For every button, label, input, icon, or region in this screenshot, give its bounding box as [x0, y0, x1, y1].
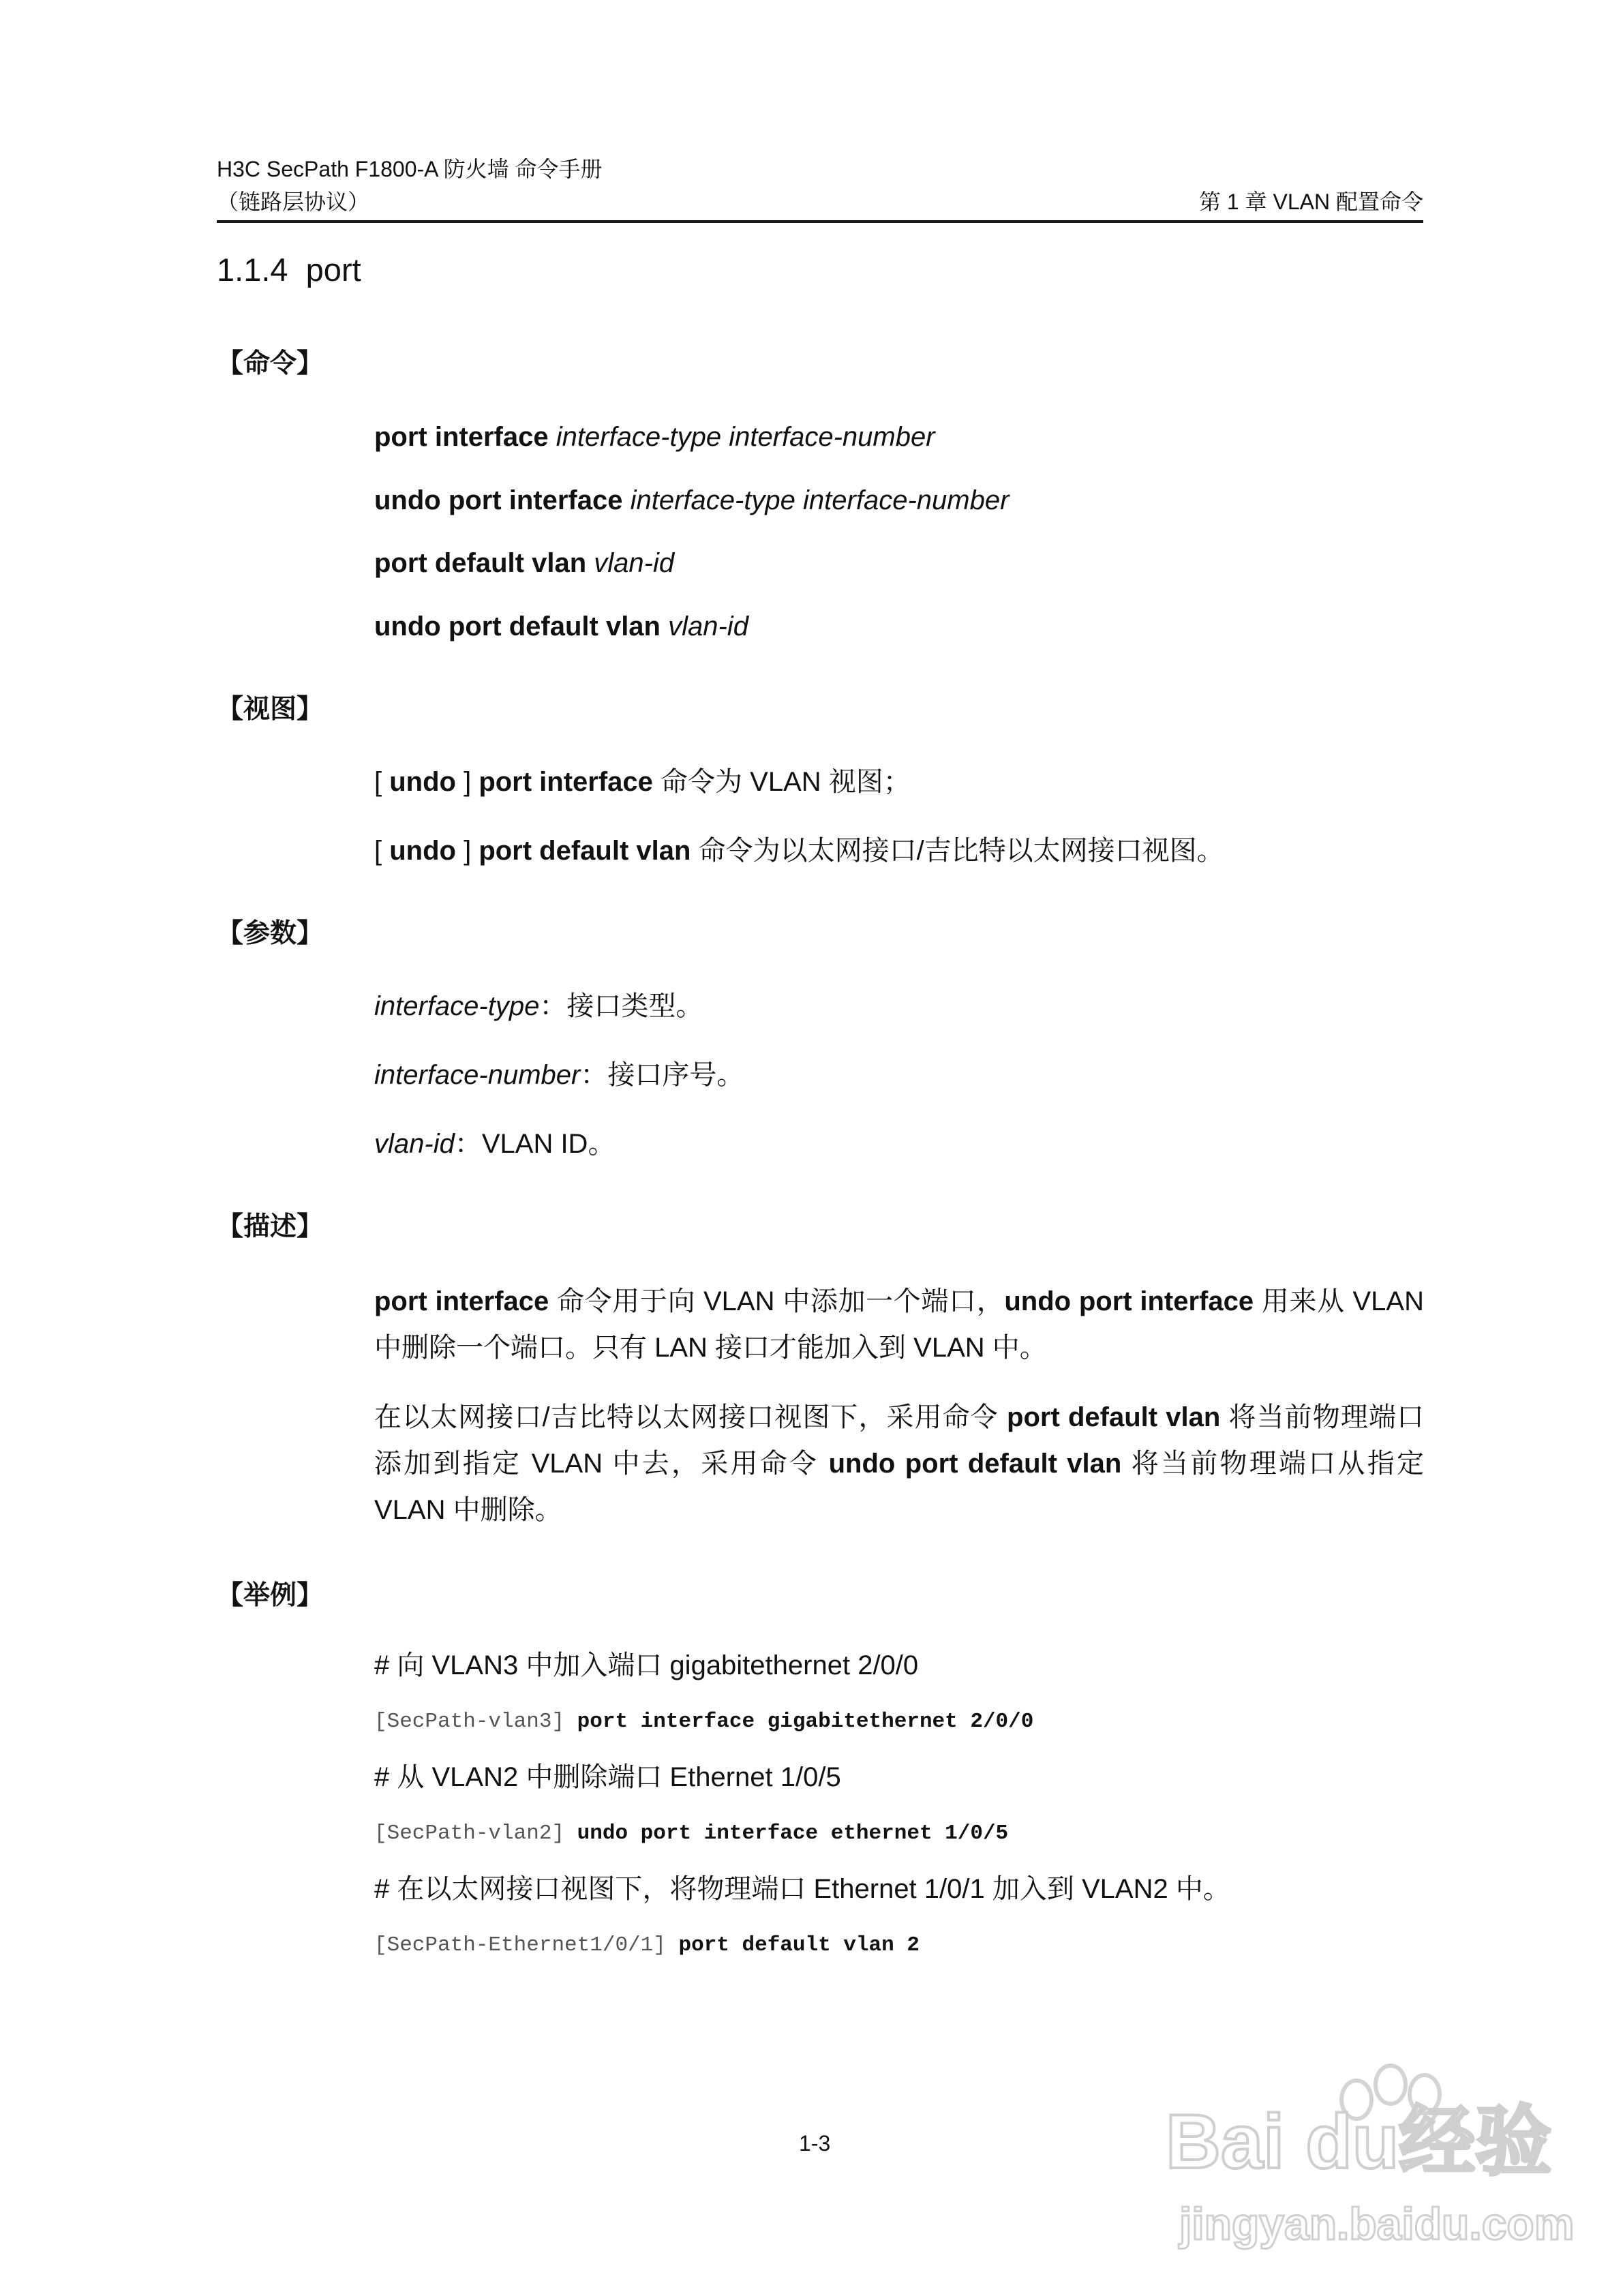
code-command: port interface gigabitethernet 2/0/0 [577, 1710, 1034, 1734]
example-code [374, 1820, 1008, 1847]
param-desc: ：接口序号。 [580, 1060, 744, 1090]
param-desc: ：VLAN ID。 [454, 1129, 616, 1159]
param-line [374, 1127, 615, 1161]
command-line [374, 420, 935, 454]
example-code [374, 1708, 1033, 1736]
command-args: interface-type interface-number [630, 485, 1010, 515]
example-code [374, 1932, 920, 1959]
code-command: undo port interface ethernet 1/0/5 [577, 1822, 1009, 1845]
watermark-brand: Bai du经验 [1166, 2099, 1552, 2184]
section-name: port [305, 252, 361, 288]
code-prompt: [SecPath-Ethernet1/0/1] [374, 1933, 666, 1957]
label-params: 【参数】 [217, 919, 324, 948]
param-name: interface-number [374, 1060, 581, 1090]
command-keyword: undo port default vlan [374, 611, 661, 641]
description-paragraph-1: port interface 命令用于向 VLAN 中添加一个端口，undo port interface 用来从 VLAN 中删除一个端口。只有 LAN 接口才能加入到 VLAN 中。 [374, 1286, 1424, 1363]
param-line [374, 989, 703, 1023]
view-line: [ undo ] port default vlan 命令为以太网接口/吉比特以太网接口视图。 [374, 836, 1224, 866]
command-args: interface-type interface-number [556, 422, 935, 452]
command-args: vlan-id [594, 548, 675, 578]
label-view: 【视图】 [217, 695, 324, 724]
param-desc: ：接口类型。 [539, 991, 703, 1021]
header-subtitle: （链路层协议） [217, 190, 370, 214]
command-line [374, 483, 1009, 517]
code-prompt: [SecPath-vlan2] [374, 1822, 565, 1845]
example-comment: # 向 VLAN3 中加入端口 gigabitethernet 2/0/0 [374, 1650, 919, 1680]
baidu-jingyan-watermark [1152, 2052, 1575, 2263]
code-command: port default vlan 2 [678, 1933, 920, 1957]
label-command: 【命令】 [217, 349, 324, 378]
code-prompt: [SecPath-vlan3] [374, 1710, 565, 1734]
param-line [374, 1058, 744, 1092]
command-args: vlan-id [668, 611, 748, 641]
description-paragraph-2: 在以太网接口/吉比特以太网接口视图下，采用命令 port default vlan 将当前物理端口添加到指定 VLAN 中去，采用命令 undo port default vlan 将当前物理端口从指定 VLAN 中删除。 [374, 1402, 1424, 1525]
watermark-url: jingyan.baidu.com [1179, 2199, 1575, 2249]
label-example: 【举例】 [217, 1581, 324, 1610]
view-line: [ undo ] port interface 命令为 VLAN 视图； [374, 767, 911, 797]
command-keyword: port default vlan [374, 548, 587, 578]
label-description: 【描述】 [217, 1212, 324, 1241]
header-chapter: 第 1 章 VLAN 配置命令 [1199, 190, 1423, 214]
command-keyword: port interface [374, 422, 549, 452]
command-line [374, 609, 748, 644]
param-name: interface-type [374, 991, 540, 1021]
header-title: H3C SecPath F1800-A 防火墙 命令手册 [217, 157, 603, 181]
section-title [217, 251, 361, 289]
header-divider [217, 220, 1423, 223]
command-line [374, 546, 674, 580]
page-number: 1-3 [799, 2131, 831, 2156]
param-name: vlan-id [374, 1129, 455, 1159]
command-keyword: undo port interface [374, 485, 623, 515]
example-comment: # 从 VLAN2 中删除端口 Ethernet 1/0/5 [374, 1762, 841, 1792]
example-comment: # 在以太网接口视图下，将物理端口 Ethernet 1/0/1 加入到 VLAN2 中。 [374, 1874, 1230, 1904]
section-number: 1.1.4 [217, 252, 288, 288]
